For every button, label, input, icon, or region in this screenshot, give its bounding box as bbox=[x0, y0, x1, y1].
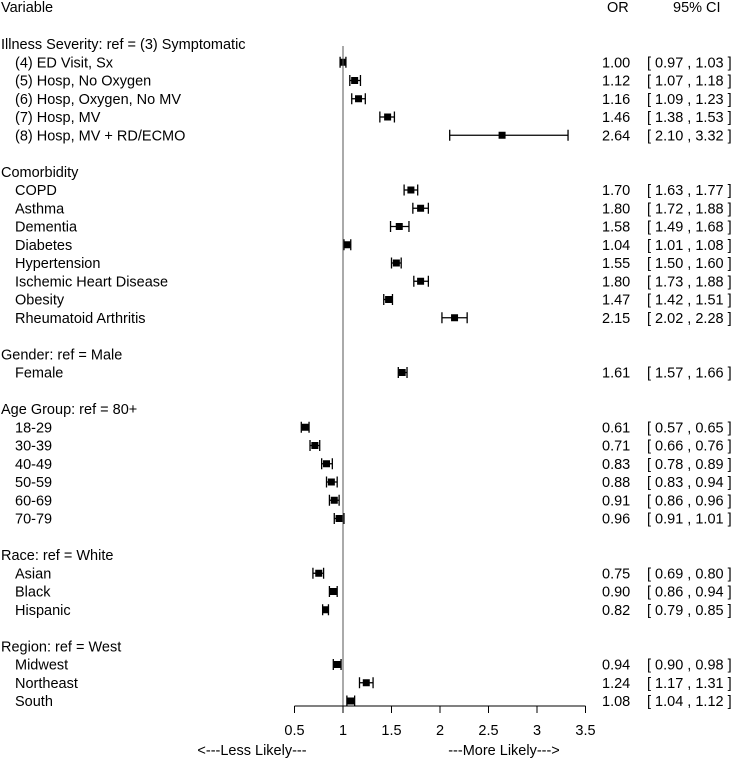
or-point bbox=[328, 479, 335, 486]
ci-row-marks bbox=[380, 112, 395, 123]
or-value: 0.83 bbox=[602, 456, 631, 473]
ci-value: [ 1.49 , 1.68 ] bbox=[647, 219, 732, 236]
row-label: (4) ED Visit, Sx bbox=[15, 55, 114, 72]
or-point bbox=[417, 205, 424, 212]
or-point bbox=[393, 260, 400, 267]
or-value: 1.70 bbox=[602, 183, 631, 199]
ci-value: [ 1.01 , 1.08 ] bbox=[647, 237, 732, 254]
ci-value: [ 1.50 , 1.60 ] bbox=[647, 256, 732, 272]
ci-row-marks bbox=[414, 276, 429, 287]
or-point bbox=[331, 497, 338, 504]
or-value: 0.82 bbox=[602, 602, 631, 619]
x-tick-label: 1.5 bbox=[381, 723, 402, 739]
x-axis bbox=[197, 46, 595, 759]
or-point bbox=[323, 460, 330, 467]
ci-row-marks bbox=[442, 312, 467, 323]
or-value: 1.80 bbox=[602, 201, 631, 218]
or-point bbox=[302, 424, 309, 431]
row-label: 60-69 bbox=[15, 493, 53, 510]
or-value: 2.15 bbox=[602, 310, 631, 327]
or-point bbox=[336, 515, 343, 522]
ci-value: [ 1.17 , 1.31 ] bbox=[647, 675, 732, 692]
ci-row-marks bbox=[450, 130, 568, 141]
group-title: Illness Severity: ref = (3) Symptomatic bbox=[1, 37, 246, 53]
or-point bbox=[363, 679, 370, 686]
ci-row-marks bbox=[333, 659, 341, 670]
ci-row-marks bbox=[392, 258, 402, 269]
row-label: 18-29 bbox=[15, 420, 53, 437]
or-point bbox=[311, 442, 318, 449]
group-title: Race: ref = White bbox=[1, 548, 114, 564]
ci-value: [ 0.57 , 0.65 ] bbox=[647, 420, 732, 437]
ci-value: [ 1.72 , 1.88 ] bbox=[647, 201, 732, 218]
ci-row-marks bbox=[398, 367, 407, 378]
header-variable: Variable bbox=[1, 0, 54, 16]
ci-row-marks bbox=[384, 294, 393, 305]
ci-value: [ 0.79 , 0.85 ] bbox=[647, 602, 732, 619]
or-value: 1.04 bbox=[602, 237, 631, 254]
ci-row-marks bbox=[343, 239, 350, 250]
or-point bbox=[385, 296, 392, 303]
or-point bbox=[322, 606, 329, 613]
group-title: Comorbidity bbox=[1, 164, 79, 181]
or-value: 1.16 bbox=[602, 91, 631, 108]
or-value: 0.90 bbox=[602, 584, 631, 601]
x-label-more-likely: ---More Likely---> bbox=[448, 743, 560, 759]
or-value: 1.46 bbox=[602, 110, 631, 126]
or-point bbox=[396, 223, 403, 230]
x-tick-label: 3.5 bbox=[575, 723, 596, 739]
ci-row-marks bbox=[327, 477, 338, 488]
group-title: Age Group: ref = 80+ bbox=[1, 402, 138, 418]
ci-value: [ 1.63 , 1.77 ] bbox=[647, 183, 732, 199]
ci-value: [ 1.04 , 1.12 ] bbox=[647, 694, 732, 710]
or-value: 2.64 bbox=[602, 128, 631, 145]
or-value: 1.61 bbox=[602, 365, 631, 382]
ci-row-marks bbox=[301, 422, 309, 433]
or-point bbox=[347, 698, 354, 705]
row-label: (7) Hosp, MV bbox=[15, 110, 101, 126]
or-value: 1.80 bbox=[602, 274, 631, 291]
x-tick-label: 2.5 bbox=[478, 723, 499, 739]
ci-row-marks bbox=[391, 221, 409, 232]
row-label: Obesity bbox=[15, 292, 65, 309]
or-value: 1.58 bbox=[602, 219, 631, 236]
ci-row-marks bbox=[313, 568, 324, 579]
ci-value: [ 0.86 , 0.94 ] bbox=[647, 584, 732, 601]
or-point bbox=[417, 278, 424, 285]
or-value: 0.71 bbox=[602, 438, 631, 455]
ci-value: [ 0.86 , 0.96 ] bbox=[647, 493, 732, 510]
group-title: Gender: ref = Male bbox=[1, 347, 123, 364]
row-label: Northeast bbox=[15, 675, 78, 692]
row-label: 40-49 bbox=[15, 456, 53, 473]
row-label: (5) Hosp, No Oxygen bbox=[15, 73, 152, 90]
row-label: Diabetes bbox=[15, 237, 73, 254]
row-label: Hypertension bbox=[15, 256, 101, 272]
ci-value: [ 0.66 , 0.76 ] bbox=[647, 438, 732, 455]
ci-value: [ 1.09 , 1.23 ] bbox=[647, 91, 732, 108]
row-label: South bbox=[15, 694, 53, 710]
or-value: 1.12 bbox=[602, 73, 631, 90]
x-tick-label: 2 bbox=[435, 723, 445, 739]
ci-row-marks bbox=[413, 203, 429, 214]
row-label: Hispanic bbox=[15, 602, 71, 619]
or-point bbox=[351, 77, 358, 84]
ci-row-marks bbox=[322, 458, 333, 469]
group-title: Region: ref = West bbox=[1, 639, 122, 656]
ci-value: [ 2.02 , 2.28 ] bbox=[647, 310, 732, 327]
or-point bbox=[334, 661, 341, 668]
or-value: 1.08 bbox=[602, 694, 631, 710]
or-value: 1.00 bbox=[602, 55, 631, 72]
row-label: 70-79 bbox=[15, 511, 53, 528]
or-value: 1.47 bbox=[602, 292, 631, 309]
ci-row-marks bbox=[404, 185, 418, 196]
ci-value: [ 1.07 , 1.18 ] bbox=[647, 73, 732, 90]
or-value: 0.61 bbox=[602, 420, 631, 437]
or-value: 1.55 bbox=[602, 256, 631, 272]
ci-value: [ 0.91 , 1.01 ] bbox=[647, 511, 732, 528]
x-tick-label: 3 bbox=[532, 723, 542, 739]
ci-value: [ 1.42 , 1.51 ] bbox=[647, 292, 732, 309]
or-point bbox=[355, 95, 362, 102]
row-label: Asian bbox=[15, 566, 52, 583]
x-tick-label: 1 bbox=[338, 723, 348, 739]
row-label: (6) Hosp, Oxygen, No MV bbox=[15, 91, 181, 108]
row-label: Black bbox=[15, 584, 51, 601]
ci-row-marks bbox=[310, 440, 320, 451]
ci-row-marks bbox=[347, 696, 355, 707]
ci-row-marks bbox=[350, 75, 361, 86]
row-label: 50-59 bbox=[15, 475, 53, 491]
ci-row-marks bbox=[359, 677, 373, 688]
ci-row-marks bbox=[352, 93, 366, 104]
ci-value: [ 0.83 , 0.94 ] bbox=[647, 475, 732, 491]
header-or: OR bbox=[607, 0, 629, 16]
row-label: Female bbox=[15, 365, 64, 382]
ci-value: [ 0.90 , 0.98 ] bbox=[647, 657, 732, 674]
or-point bbox=[499, 132, 506, 139]
ci-value: [ 0.78 , 0.89 ] bbox=[647, 456, 732, 473]
ci-value: [ 1.38 , 1.53 ] bbox=[647, 110, 732, 126]
or-point bbox=[330, 588, 337, 595]
header-ci: 95% CI bbox=[673, 0, 721, 16]
row-label: Dementia bbox=[15, 219, 78, 236]
plot-rows bbox=[1, 37, 732, 710]
row-label: 30-39 bbox=[15, 438, 53, 455]
ci-value: [ 1.73 , 1.88 ] bbox=[647, 274, 732, 291]
row-label: COPD bbox=[15, 183, 57, 199]
x-label-less-likely: <---Less Likely--- bbox=[197, 743, 307, 759]
ci-value: [ 0.69 , 0.80 ] bbox=[647, 566, 732, 583]
or-point bbox=[407, 187, 414, 194]
ci-value: [ 0.97 , 1.03 ] bbox=[647, 55, 732, 72]
or-value: 1.24 bbox=[602, 675, 631, 692]
or-point bbox=[343, 241, 350, 248]
or-value: 0.96 bbox=[602, 511, 631, 528]
or-value: 0.88 bbox=[602, 475, 631, 491]
or-point bbox=[315, 570, 322, 577]
row-label: Ischemic Heart Disease bbox=[15, 274, 169, 291]
or-value: 0.75 bbox=[602, 566, 631, 583]
or-point bbox=[384, 114, 391, 121]
or-point bbox=[451, 314, 458, 321]
ci-value: [ 2.10 , 3.32 ] bbox=[647, 128, 732, 145]
or-point bbox=[399, 369, 406, 376]
row-label: Asthma bbox=[15, 201, 65, 218]
ci-row-marks bbox=[329, 495, 339, 506]
x-tick-label: 0.5 bbox=[284, 723, 305, 739]
row-label: Rheumatoid Arthritis bbox=[15, 310, 146, 327]
ci-value: [ 1.57 , 1.66 ] bbox=[647, 365, 732, 382]
or-value: 0.94 bbox=[602, 657, 631, 674]
ci-row-marks bbox=[329, 586, 337, 597]
ci-row-marks bbox=[322, 604, 329, 615]
row-label: Midwest bbox=[15, 657, 69, 674]
or-value: 0.91 bbox=[602, 493, 631, 510]
row-label: (8) Hosp, MV + RD/ECMO bbox=[15, 128, 186, 145]
